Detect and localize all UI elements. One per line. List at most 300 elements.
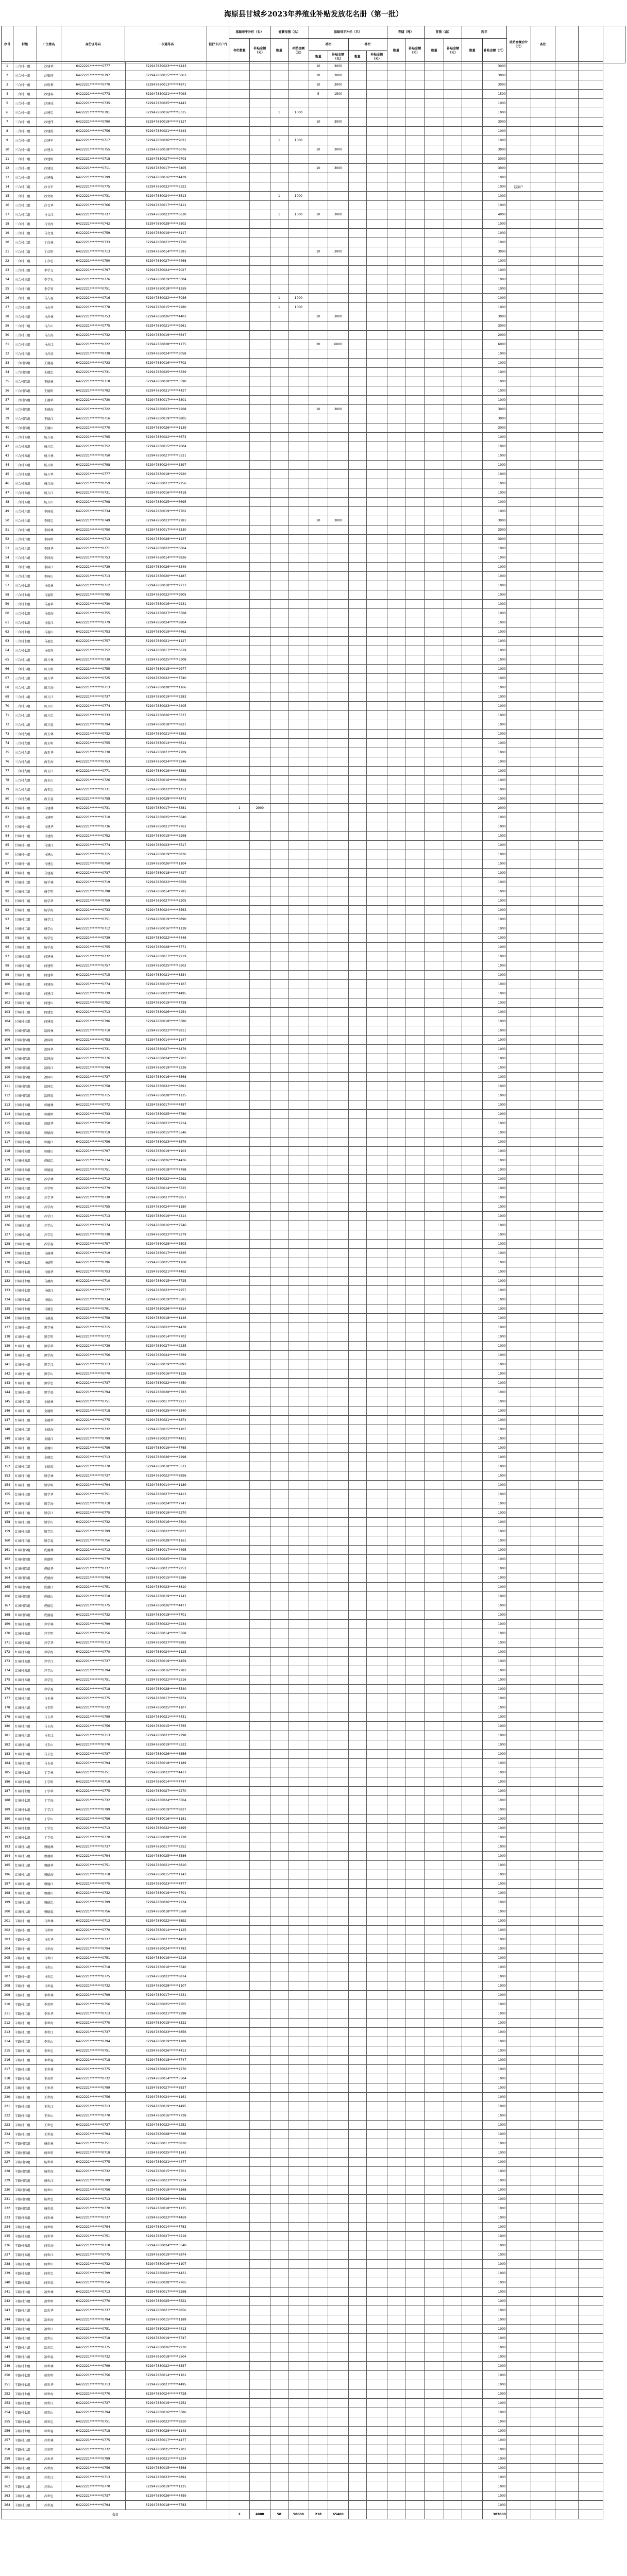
row-cell-b (250, 433, 270, 442)
row-cell-b (250, 1212, 270, 1221)
row-cell-q (270, 1870, 288, 1879)
row-cell-u (348, 1842, 366, 1852)
row-cell-r (289, 989, 309, 998)
row-seq: 59 (2, 600, 13, 609)
row-cell-a (229, 915, 250, 924)
row-remark (506, 507, 531, 516)
row-cell-y (405, 1082, 424, 1091)
row-bank (207, 1091, 229, 1100)
row-cell-u (348, 1119, 366, 1128)
row-bank (207, 1323, 229, 1332)
row-cell-z (425, 1425, 444, 1434)
row-cell-x (387, 1277, 405, 1286)
row-cell-b (250, 563, 270, 572)
row-seq: 19 (2, 229, 13, 238)
row-cell-u (348, 637, 366, 646)
row-total: 1000 (482, 1221, 506, 1230)
row-total: 1000 (482, 1592, 506, 1601)
row-cell-e1 (444, 1342, 462, 1351)
row-cell-w (367, 405, 387, 414)
row-seq: 119 (2, 1156, 13, 1165)
row-cell-a (229, 1685, 250, 1694)
row-card: 622947880028******7771 (125, 943, 207, 952)
row-cell-a (229, 1434, 250, 1444)
table-row (2, 1082, 625, 1091)
row-cell-y (405, 683, 424, 692)
row-cell-u (348, 1620, 366, 1629)
row-extra (555, 572, 579, 581)
row-cell-u (348, 1397, 366, 1406)
row-cell-y (405, 145, 424, 155)
row-cell-y (405, 1759, 424, 1768)
row-cell-q (270, 1063, 288, 1073)
row-cell-u (348, 813, 366, 822)
row-cell-w (367, 924, 387, 934)
row-cell-s (309, 1796, 328, 1805)
row-cell-e1 (444, 748, 462, 757)
row-card: 622947880022******9905 (125, 590, 207, 600)
row-cell-x (387, 1416, 405, 1425)
row-cell-z (425, 1815, 444, 1824)
row-cell-a (229, 507, 250, 516)
table-row (2, 1277, 625, 1286)
row-cell-e2 (462, 1434, 483, 1444)
row-cell-z (425, 1852, 444, 1861)
row-cell-w (367, 1054, 387, 1063)
row-village: 红城村一组 (13, 1388, 37, 1397)
row-extra (531, 1462, 555, 1471)
row-extra (531, 294, 555, 303)
row-extra (579, 340, 603, 349)
row-card: 622947880018******9920 (125, 470, 207, 479)
row-bank (207, 1564, 229, 1573)
row-cell-z (425, 62, 444, 71)
row-id: 6422221********0778 (61, 303, 125, 312)
row-extra (531, 535, 555, 544)
row-cell-q (270, 331, 288, 340)
table-row (2, 989, 625, 998)
row-cell-t (328, 1017, 349, 1026)
row-bank (207, 609, 229, 618)
row-extra (531, 377, 555, 386)
row-total: 1000 (482, 618, 506, 628)
row-cell-w (367, 1666, 387, 1675)
row-cell-b (250, 841, 270, 850)
row-bank (207, 1082, 229, 1091)
row-owner: 李国华 (37, 544, 61, 553)
row-cell-r (289, 544, 309, 553)
row-total: 1000 (482, 275, 506, 284)
row-cell-e2 (462, 850, 483, 859)
row-cell-q (270, 1768, 288, 1777)
row-village: 红城村二组 (13, 1462, 37, 1471)
row-owner: 韩德福 (37, 1165, 61, 1175)
row-bank (207, 479, 229, 488)
row-cell-y (405, 359, 424, 368)
row-cell-q (270, 544, 288, 553)
row-cell-e2 (462, 665, 483, 674)
row-extra (555, 1128, 579, 1138)
row-cell-z (425, 637, 444, 646)
row-bank (207, 507, 229, 516)
row-id: 6422221********0756 (61, 127, 125, 136)
row-cell-y (405, 1063, 424, 1073)
row-id: 6422221********0733 (61, 359, 125, 368)
row-cell-q (270, 1221, 288, 1230)
row-cell-z (425, 1351, 444, 1360)
row-bank (207, 1304, 229, 1314)
row-cell-z (425, 720, 444, 730)
row-cell-t (328, 971, 349, 980)
row-cell-s (309, 1713, 328, 1722)
row-bank (207, 108, 229, 117)
row-cell-z (425, 683, 444, 692)
row-owner: 黑学华 (37, 1342, 61, 1351)
row-cell-e2 (462, 1082, 483, 1091)
row-cell-r (289, 1583, 309, 1592)
row-cell-r (289, 1666, 309, 1675)
row-cell-b (250, 526, 270, 535)
row-total: 1000 (482, 1759, 506, 1768)
row-id: 6422221********0750 (61, 451, 125, 461)
row-extra (579, 62, 603, 71)
row-owner: 李学智 (37, 284, 61, 294)
row-total: 1000 (482, 1629, 506, 1638)
row-cell-t (328, 498, 349, 507)
row-cell-e1 (444, 1583, 462, 1592)
row-cell-x (387, 1833, 405, 1842)
row-cell-u (348, 117, 366, 127)
row-cell-b (250, 757, 270, 767)
row-cell-t (328, 961, 349, 971)
row-village: 红城村四组 (13, 1611, 37, 1620)
row-remark (506, 396, 531, 405)
row-extra (579, 794, 603, 804)
row-cell-r (289, 1685, 309, 1694)
row-cell-y (405, 878, 424, 887)
row-extra (555, 961, 579, 971)
row-extra (579, 1685, 603, 1694)
row-cell-e1 (444, 1815, 462, 1824)
row-cell-e1 (444, 1722, 462, 1731)
row-cell-y (405, 1870, 424, 1879)
row-cell-b (250, 219, 270, 229)
row-total: 3000 (482, 535, 506, 544)
row-card: 622947880024******7703 (125, 1054, 207, 1063)
row-extra (579, 386, 603, 396)
row-seq: 87 (2, 859, 13, 869)
row-cell-z (425, 896, 444, 906)
row-extra (555, 1824, 579, 1833)
row-cell-q (270, 730, 288, 739)
row-card: 622947880021******9961 (125, 321, 207, 331)
row-extra (579, 1138, 603, 1147)
row-cell-b (250, 247, 270, 257)
row-cell-r (289, 832, 309, 841)
row-cell-y (405, 720, 424, 730)
row-extra (555, 1045, 579, 1054)
row-cell-u (348, 451, 366, 461)
table-row (2, 915, 625, 924)
row-cell-b (250, 1379, 270, 1388)
row-cell-b (250, 776, 270, 785)
row-cell-y (405, 62, 424, 71)
row-extra (579, 1212, 603, 1221)
row-cell-e1 (444, 1017, 462, 1026)
row-remark (506, 1082, 531, 1091)
row-extra (579, 99, 603, 108)
row-remark (506, 1397, 531, 1406)
row-cell-b (250, 1527, 270, 1536)
row-seq: 168 (2, 1611, 13, 1620)
row-cell-s (309, 155, 328, 164)
row-card: 622947880024******5504 (125, 1796, 207, 1805)
row-total: 1000 (482, 952, 506, 961)
row-cell-r (289, 349, 309, 359)
row-extra (579, 1379, 603, 1388)
row-bank (207, 1703, 229, 1713)
row-seq: 193 (2, 1842, 13, 1852)
row-extra (579, 980, 603, 989)
row-id: 6422221********0733 (61, 906, 125, 915)
row-cell-q (270, 646, 288, 655)
row-owner: 杨学明 (37, 887, 61, 896)
row-cell-s (309, 1462, 328, 1471)
row-cell-q (270, 609, 288, 618)
row-cell-r (289, 1156, 309, 1165)
row-cell-a (229, 924, 250, 934)
row-seq: 154 (2, 1481, 13, 1490)
row-cell-a (229, 1777, 250, 1787)
row-cell-u (348, 776, 366, 785)
row-cell-r (289, 1842, 309, 1852)
row-owner: 韩德忠 (37, 1156, 61, 1165)
row-extra (555, 1008, 579, 1017)
row-cell-x (387, 1267, 405, 1277)
row-cell-w (367, 1638, 387, 1648)
row-total: 1000 (482, 488, 506, 498)
row-bank (207, 127, 229, 136)
row-cell-x (387, 757, 405, 767)
row-total: 1000 (482, 461, 506, 470)
row-cell-a (229, 1601, 250, 1611)
row-cell-e2 (462, 238, 483, 247)
row-cell-y (405, 507, 424, 516)
row-cell-w (367, 1165, 387, 1175)
table-row (2, 1332, 625, 1342)
row-remark (506, 1444, 531, 1453)
row-cell-y (405, 1277, 424, 1286)
row-cell-y (405, 1518, 424, 1527)
row-extra (531, 609, 555, 618)
row-cell-b (250, 887, 270, 896)
row-bank (207, 1666, 229, 1675)
row-cell-t (328, 1323, 349, 1332)
row-remark (506, 1184, 531, 1193)
row-village: 甘城村五组 (13, 1119, 37, 1128)
row-village: 三合村一组 (13, 155, 37, 164)
row-cell-e1 (444, 1397, 462, 1406)
row-extra (555, 470, 579, 479)
row-cell-e1 (444, 1045, 462, 1054)
row-cell-t (328, 572, 349, 581)
row-village: 三合村二组 (13, 210, 37, 219)
row-cell-w (367, 229, 387, 238)
row-card: 622947880025******7780 (125, 1110, 207, 1119)
row-cell-z (425, 1805, 444, 1815)
row-cell-s (309, 1471, 328, 1481)
row-extra (555, 720, 579, 730)
row-cell-w (367, 674, 387, 683)
row-cell-z (425, 266, 444, 275)
row-village: 三合村一组 (13, 127, 37, 136)
row-cell-r (289, 414, 309, 423)
row-bank (207, 210, 229, 219)
row-cell-e2 (462, 1406, 483, 1416)
row-extra (579, 600, 603, 609)
row-cell-a (229, 275, 250, 284)
row-extra (579, 572, 603, 581)
row-cell-b (250, 516, 270, 526)
row-cell-x (387, 71, 405, 80)
row-cell-a (229, 1258, 250, 1267)
row-owner: 穆德林 (37, 1842, 61, 1852)
row-cell-a (229, 1713, 250, 1722)
row-owner: 王德江 (37, 414, 61, 423)
row-total: 1000 (482, 850, 506, 859)
row-total: 1000 (482, 674, 506, 683)
row-id: 6422221********0751 (61, 1583, 125, 1592)
row-cell-e2 (462, 210, 483, 219)
row-cell-e2 (462, 247, 483, 257)
row-cell-r (289, 906, 309, 915)
row-id: 6422221********0774 (61, 980, 125, 989)
row-extra (531, 1666, 555, 1675)
row-extra (579, 1063, 603, 1073)
row-cell-x (387, 1546, 405, 1555)
table-row (2, 1481, 625, 1490)
row-card: 622947880019******2283 (125, 692, 207, 702)
row-cell-z (425, 1657, 444, 1666)
row-cell-a (229, 1240, 250, 1249)
row-cell-s (309, 1629, 328, 1638)
row-extra (555, 1100, 579, 1110)
row-cell-y (405, 980, 424, 989)
row-cell-w (367, 1221, 387, 1230)
row-bank (207, 1406, 229, 1416)
row-seq: 127 (2, 1230, 13, 1240)
row-remark (506, 720, 531, 730)
row-village: 红城村七组 (13, 1787, 37, 1796)
row-cell-u (348, 998, 366, 1008)
row-cell-z (425, 340, 444, 349)
row-cell-x (387, 145, 405, 155)
row-cell-e2 (462, 998, 483, 1008)
table-row (2, 108, 625, 117)
row-cell-w (367, 1008, 387, 1017)
row-cell-s (309, 1026, 328, 1036)
row-cell-u (348, 423, 366, 433)
row-cell-r (289, 201, 309, 210)
row-cell-e2 (462, 794, 483, 804)
row-cell-q: 1 (270, 136, 288, 145)
row-cell-t (328, 952, 349, 961)
row-extra (579, 637, 603, 646)
row-cell-a (229, 1870, 250, 1879)
row-cell-z (425, 1165, 444, 1175)
row-village: 红城村八组 (13, 1870, 37, 1879)
row-cell-u (348, 321, 366, 331)
row-cell-y (405, 1017, 424, 1026)
row-cell-s: 10 (309, 117, 328, 127)
row-remark (506, 423, 531, 433)
row-village: 红城村二组 (13, 1397, 37, 1406)
row-cell-z (425, 1842, 444, 1852)
row-cell-z (425, 943, 444, 952)
row-card: 622947880021******4427 (125, 386, 207, 396)
row-cell-y (405, 637, 424, 646)
row-card: 622947880018******7713 (125, 581, 207, 590)
row-cell-w (367, 1351, 387, 1360)
row-cell-e1 (444, 878, 462, 887)
row-cell-b (250, 62, 270, 71)
row-owner: 马德林 (37, 1249, 61, 1258)
table-row (2, 618, 625, 628)
row-owner: 苏学忠 (37, 1230, 61, 1240)
row-extra (531, 998, 555, 1008)
row-cell-q (270, 934, 288, 943)
row-bank (207, 516, 229, 526)
row-cell-t (328, 1026, 349, 1036)
row-cell-x (387, 386, 405, 396)
row-cell-r (289, 776, 309, 785)
row-cell-e2 (462, 479, 483, 488)
row-cell-s (309, 1100, 328, 1110)
row-cell-t (328, 1360, 349, 1369)
row-cell-a (229, 850, 250, 859)
row-cell-r (289, 887, 309, 896)
row-id: 6422221********0752 (61, 832, 125, 841)
row-cell-z (425, 1879, 444, 1889)
row-cell-r (289, 1638, 309, 1648)
row-owner: 金德海 (37, 1425, 61, 1434)
row-remark (506, 1406, 531, 1416)
row-remark (506, 294, 531, 303)
row-cell-e2 (462, 1499, 483, 1509)
row-card: 622947880018******5522 (125, 1462, 207, 1471)
row-cell-e1 (444, 516, 462, 526)
row-cell-a (229, 1045, 250, 1054)
row-cell-y (405, 1648, 424, 1657)
row-cell-b (250, 90, 270, 99)
row-id: 6422221********0758 (61, 1082, 125, 1091)
row-cell-t (328, 1564, 349, 1573)
row-cell-t (328, 748, 349, 757)
row-cell-y (405, 859, 424, 869)
table-row (2, 1564, 625, 1573)
row-id: 6422221********0753 (61, 312, 125, 321)
row-cell-t (328, 1314, 349, 1323)
row-extra (555, 535, 579, 544)
row-cell-s (309, 1332, 328, 1342)
row-total: 3000 (482, 62, 506, 71)
table-row (2, 1267, 625, 1277)
row-id: 6422221********0777 (61, 470, 125, 479)
row-cell-e2 (462, 683, 483, 692)
col-village: 村组 (13, 26, 37, 63)
row-village: 三合村七组 (13, 590, 37, 600)
row-cell-u (348, 1249, 366, 1258)
